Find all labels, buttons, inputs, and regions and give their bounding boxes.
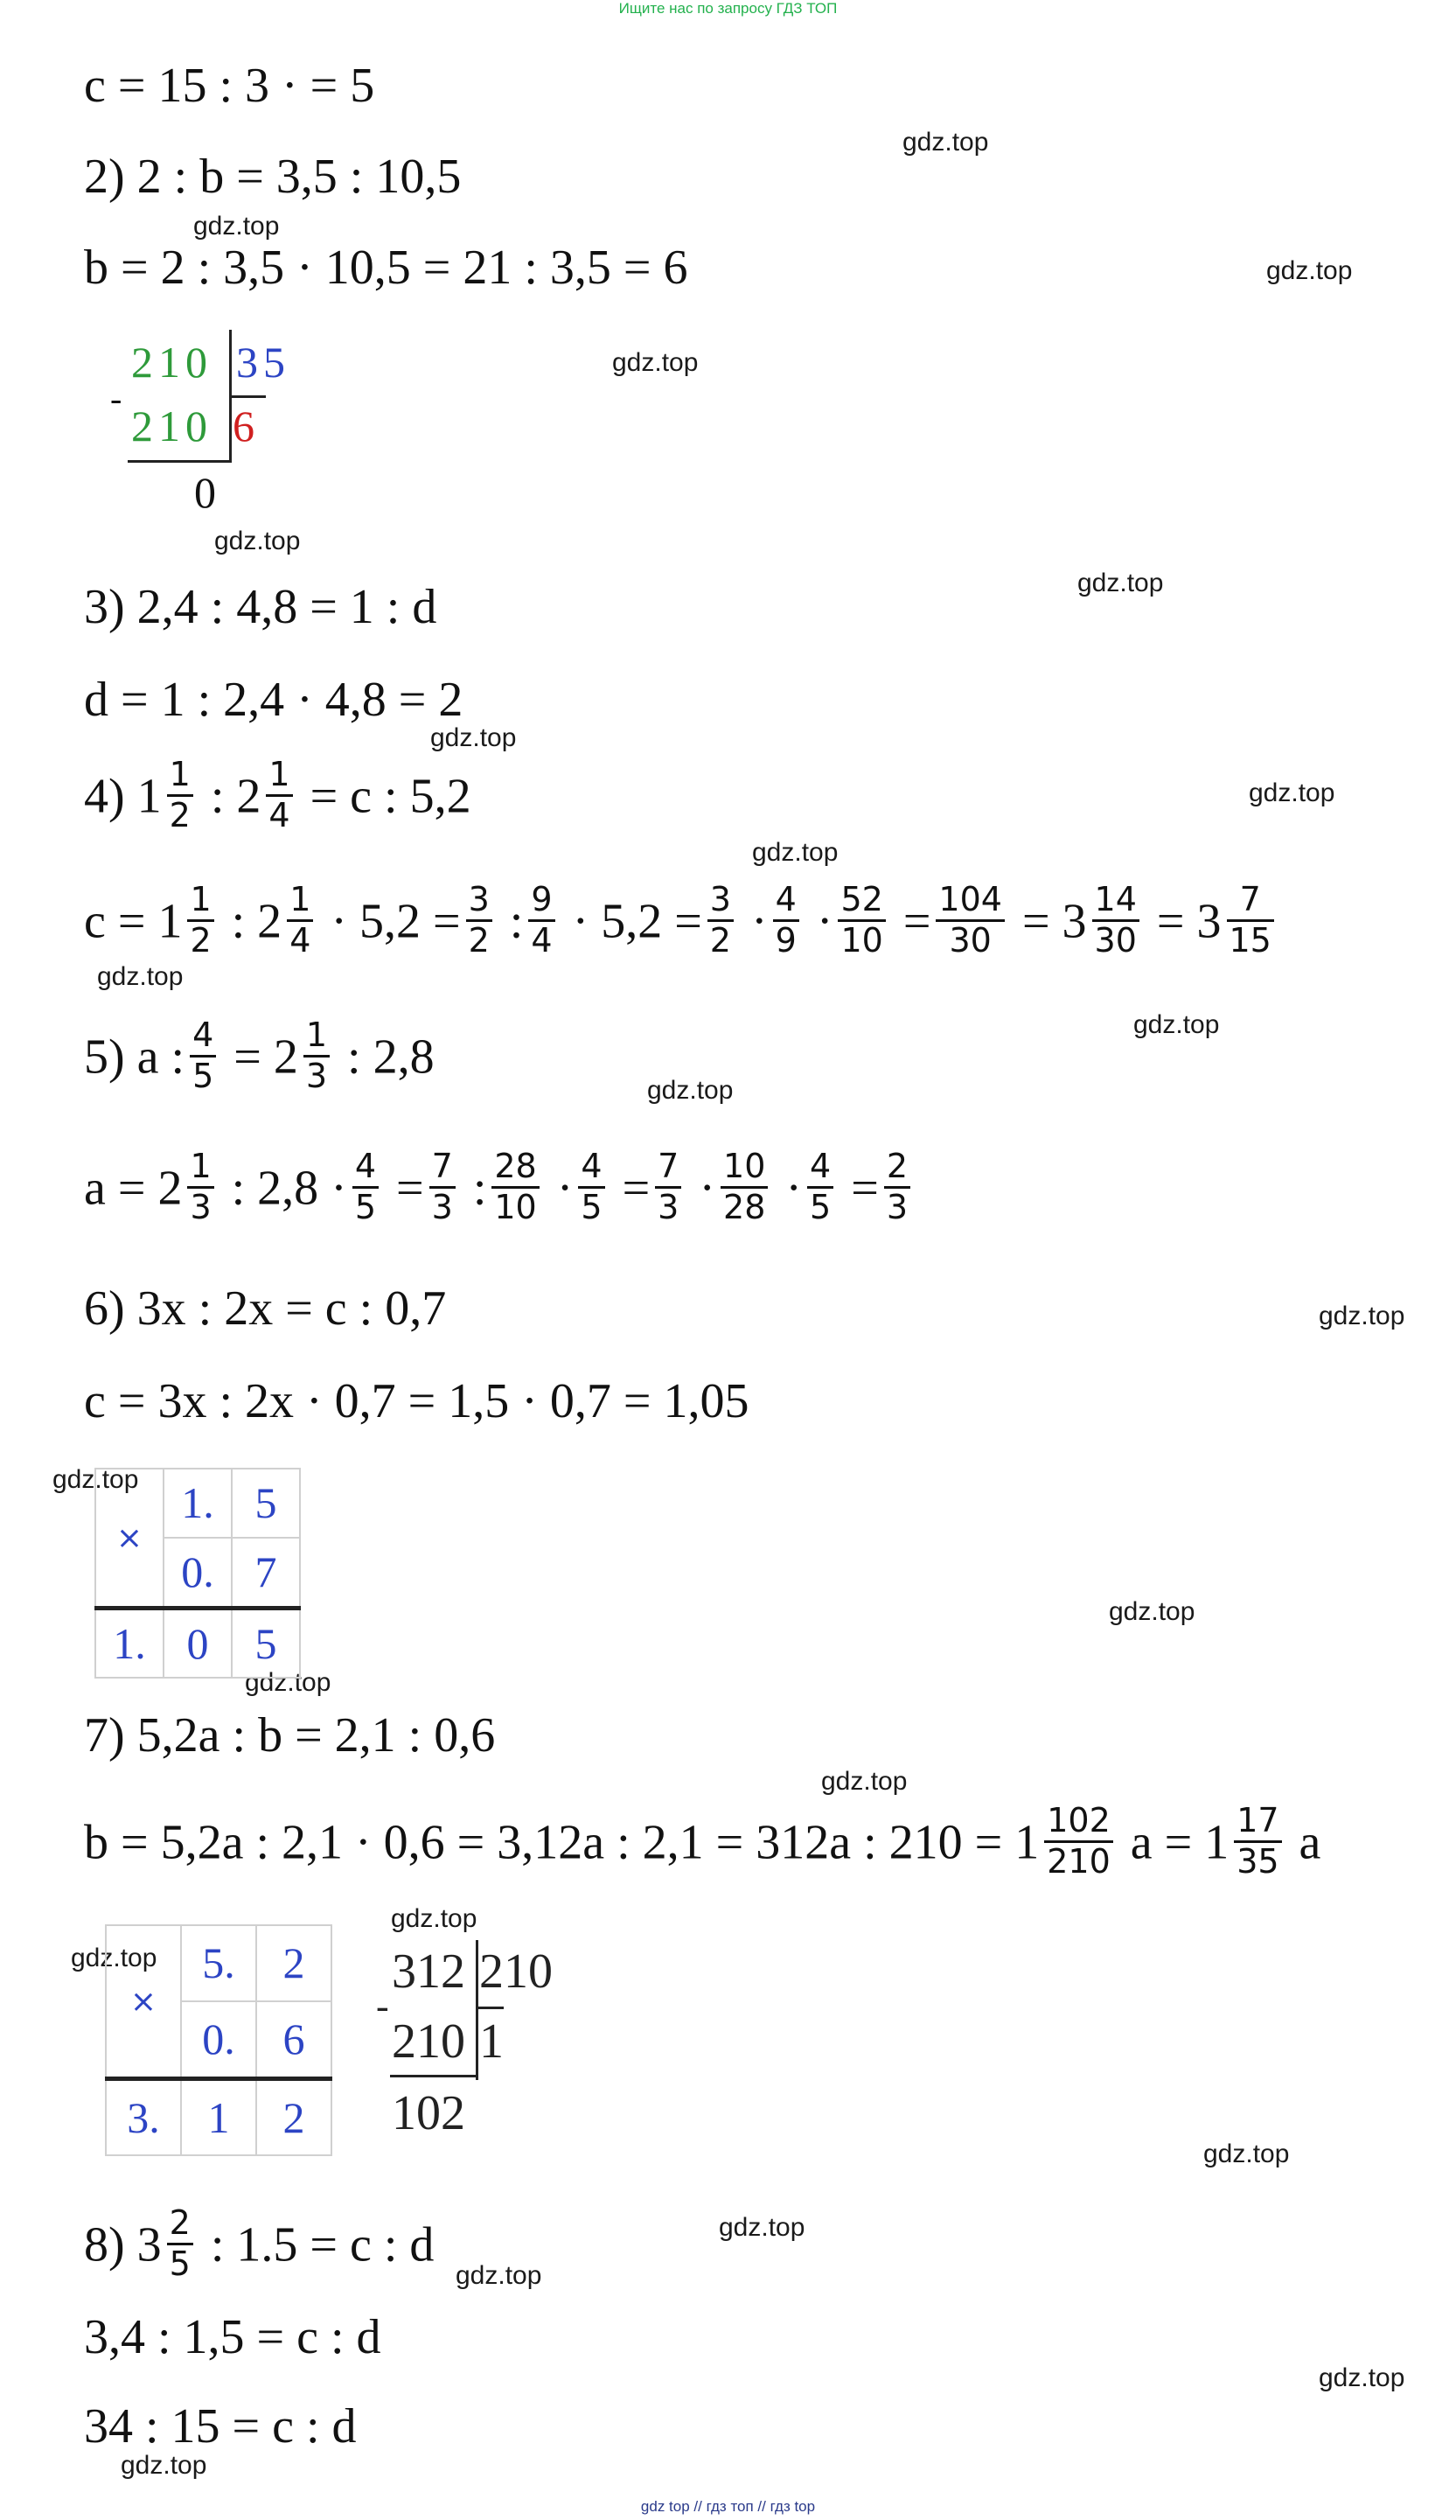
digit-cell: 7 bbox=[232, 1538, 300, 1609]
watermark: gdz.top bbox=[245, 1668, 331, 1697]
multiplication-table-2 bbox=[105, 1924, 332, 2156]
result-cell: 0 bbox=[164, 1609, 232, 1679]
equation-line: b = 2 : 3,5 · 10,5 = 21 : 3,5 = 6 bbox=[84, 241, 688, 295]
fraction: $\frac{28}{10}$ bbox=[491, 1149, 539, 1225]
fraction: $\frac{1}{4}$ bbox=[287, 883, 313, 959]
fraction: $\frac{104}{30}$ bbox=[936, 883, 1005, 959]
text: : 2 bbox=[198, 769, 261, 824]
fraction: $\frac{3}{2}$ bbox=[707, 883, 734, 959]
minus-sign: - bbox=[110, 379, 122, 418]
footer-links[interactable]: gdz top // гдз топ // гдз top bbox=[640, 2498, 816, 2515]
result-cell: 2 bbox=[256, 2079, 331, 2156]
equation-line: 3,4 : 1,5 = c : d bbox=[84, 2310, 381, 2364]
digit-cell: 5. bbox=[181, 1925, 256, 2001]
division-bar bbox=[476, 1940, 478, 2080]
equation-line: b = 5,2a : 2,1 · 0,6 = 3,12a : 2,1 = 312a : 210 = 1 $\frac{102}{210}$ a = 1 $\frac{17}{35}$ a bbox=[84, 1801, 1321, 1881]
fraction: $\frac{1}{2}$ bbox=[167, 757, 193, 834]
watermark: gdz.top bbox=[1319, 1302, 1405, 1330]
result-cell: 1. bbox=[95, 1609, 164, 1679]
equation-line: a = 2 $\frac{1}{3}$ : 2,8 · $\frac{4}{5}$ = $\frac{7}{3}$ : $\frac{28}{10}$ · $\frac{4}{5}$ = $\frac{7}{3}$ · $\frac{10}{28}$ · $\frac{4}{5}$ = $\frac{2}{3}$ bbox=[84, 1155, 916, 1231]
digit-cell: 6 bbox=[256, 2001, 331, 2079]
subtrahend: 210 bbox=[131, 401, 212, 450]
result-cell: 3. bbox=[106, 2079, 181, 2156]
division-bar bbox=[229, 395, 266, 398]
equation-line: 7) 5,2a : b = 2,1 : 0,6 bbox=[84, 1708, 496, 1763]
equation-line: 34 : 15 = c : d bbox=[84, 2399, 357, 2454]
equation-line: c = 3x : 2x · 0,7 = 1,5 · 0,7 = 1,05 bbox=[84, 1374, 749, 1428]
fraction: $\frac{7}{3}$ bbox=[655, 1149, 681, 1225]
fraction: $\frac{1}{3}$ bbox=[303, 1018, 330, 1094]
watermark: gdz.top bbox=[52, 1465, 139, 1494]
digit-cell: 5 bbox=[232, 1469, 300, 1538]
watermark: gdz.top bbox=[752, 838, 839, 867]
fraction: $\frac{2}{3}$ bbox=[884, 1149, 910, 1225]
text: = c : 5,2 bbox=[297, 769, 471, 824]
equation-line: d = 1 : 2,4 · 4,8 = 2 bbox=[84, 673, 463, 727]
equation-line: 6) 3x : 2x = c : 0,7 bbox=[84, 1281, 447, 1336]
fraction: $\frac{4}{5}$ bbox=[190, 1018, 216, 1094]
fraction: $\frac{4}{9}$ bbox=[773, 883, 799, 959]
fraction: $\frac{2}{5}$ bbox=[167, 2206, 193, 2282]
digit-cell: 1. bbox=[164, 1469, 232, 1538]
watermark: gdz.top bbox=[121, 2451, 207, 2480]
result-cell: 1 bbox=[181, 2079, 256, 2156]
fraction: $\frac{52}{10}$ bbox=[838, 883, 885, 959]
equation-line: c = 1 $\frac{1}{2}$ : 2 $\frac{1}{4}$ · 5,2 = $\frac{3}{2}$ : $\frac{9}{4}$ · 5,2 = $\frac{3}{2}$ · $\frac{4}{9}$ · $\frac{52}{10}$ = $\frac{104}{30}$ = 3 $\frac{14}{30}$ = 3 $\frac{7}{15}$ bbox=[84, 888, 1279, 964]
fraction: $\frac{1}{4}$ bbox=[266, 757, 292, 834]
division-bar bbox=[476, 2007, 504, 2009]
result-cell: 5 bbox=[232, 1609, 300, 1679]
fraction: $\frac{4}{5}$ bbox=[352, 1149, 379, 1225]
fraction: $\frac{1}{2}$ bbox=[187, 883, 213, 959]
fraction: $\frac{1}{3}$ bbox=[187, 1149, 213, 1225]
fraction: $\frac{7}{15}$ bbox=[1227, 883, 1274, 959]
fraction: $\frac{10}{28}$ bbox=[721, 1149, 768, 1225]
fraction: $\frac{9}{4}$ bbox=[528, 883, 554, 959]
watermark: gdz.top bbox=[97, 962, 184, 991]
fraction: $\frac{102}{210}$ bbox=[1044, 1804, 1113, 1880]
digit-cell: 2 bbox=[256, 1925, 331, 2001]
top-banner[interactable]: Ищите нас по запросу ГДЗ ТОП bbox=[618, 0, 838, 17]
multiplication-table-1 bbox=[94, 1468, 301, 1679]
dividend: 210 bbox=[131, 338, 212, 387]
division-bar bbox=[390, 2075, 477, 2077]
equation-line: c = 15 : 3 · = 5 bbox=[84, 59, 375, 113]
minus-sign: - bbox=[376, 1985, 389, 2028]
watermark: gdz.top bbox=[1249, 778, 1335, 807]
equation-line: 2) 2 : b = 3,5 : 10,5 bbox=[84, 150, 462, 204]
divisor: 210 bbox=[479, 1944, 553, 1999]
quotient: 1 bbox=[479, 2014, 504, 2069]
equation-line: 3) 2,4 : 4,8 = 1 : d bbox=[84, 580, 437, 634]
equation-line: 5) a : $\frac{4}{5}$ = 2 $\frac{1}{3}$ : 2,8 bbox=[84, 1016, 435, 1095]
subtrahend: 210 bbox=[392, 2014, 465, 2069]
watermark: gdz.top bbox=[1319, 2363, 1405, 2392]
watermark: gdz.top bbox=[612, 348, 699, 377]
fraction: $\frac{17}{35}$ bbox=[1234, 1804, 1281, 1880]
watermark: gdz.top bbox=[647, 1076, 734, 1105]
watermark: gdz.top bbox=[1109, 1597, 1195, 1626]
watermark: gdz.top bbox=[1133, 1010, 1220, 1039]
watermark: gdz.top bbox=[1077, 569, 1164, 597]
remainder: 0 bbox=[194, 468, 216, 517]
fraction: $\frac{4}{5}$ bbox=[578, 1149, 604, 1225]
fraction: $\frac{14}{30}$ bbox=[1092, 883, 1139, 959]
watermark: gdz.top bbox=[214, 527, 301, 555]
watermark: gdz.top bbox=[193, 212, 280, 241]
watermark: gdz.top bbox=[1203, 2140, 1290, 2168]
fraction: $\frac{7}{3}$ bbox=[429, 1149, 456, 1225]
division-bar bbox=[128, 460, 231, 463]
multiply-sign: × bbox=[106, 1925, 181, 2079]
watermark: gdz.top bbox=[902, 128, 989, 157]
digit-cell: 0. bbox=[164, 1538, 232, 1609]
divisor: 35 bbox=[236, 338, 290, 387]
watermark: gdz.top bbox=[71, 1944, 157, 1972]
watermark: gdz.top bbox=[719, 2213, 805, 2242]
digit-cell: 0. bbox=[181, 2001, 256, 2079]
equation-line bbox=[84, 755, 471, 839]
text: 4) 1 bbox=[84, 769, 162, 824]
watermark: gdz.top bbox=[1266, 256, 1353, 285]
dividend: 312 bbox=[392, 1944, 465, 1999]
fraction: $\frac{4}{5}$ bbox=[807, 1149, 833, 1225]
fraction: $\frac{3}{2}$ bbox=[466, 883, 492, 959]
multiply-sign: × bbox=[95, 1469, 164, 1609]
watermark: gdz.top bbox=[821, 1767, 908, 1796]
watermark: gdz.top bbox=[391, 1904, 477, 1933]
watermark: gdz.top bbox=[456, 2261, 542, 2290]
remainder: 102 bbox=[392, 2086, 465, 2140]
watermark: gdz.top bbox=[430, 723, 517, 752]
equation-line: 8) 3 $\frac{2}{5}$ : 1.5 = c : d bbox=[84, 2203, 435, 2283]
quotient: 6 bbox=[233, 401, 254, 450]
